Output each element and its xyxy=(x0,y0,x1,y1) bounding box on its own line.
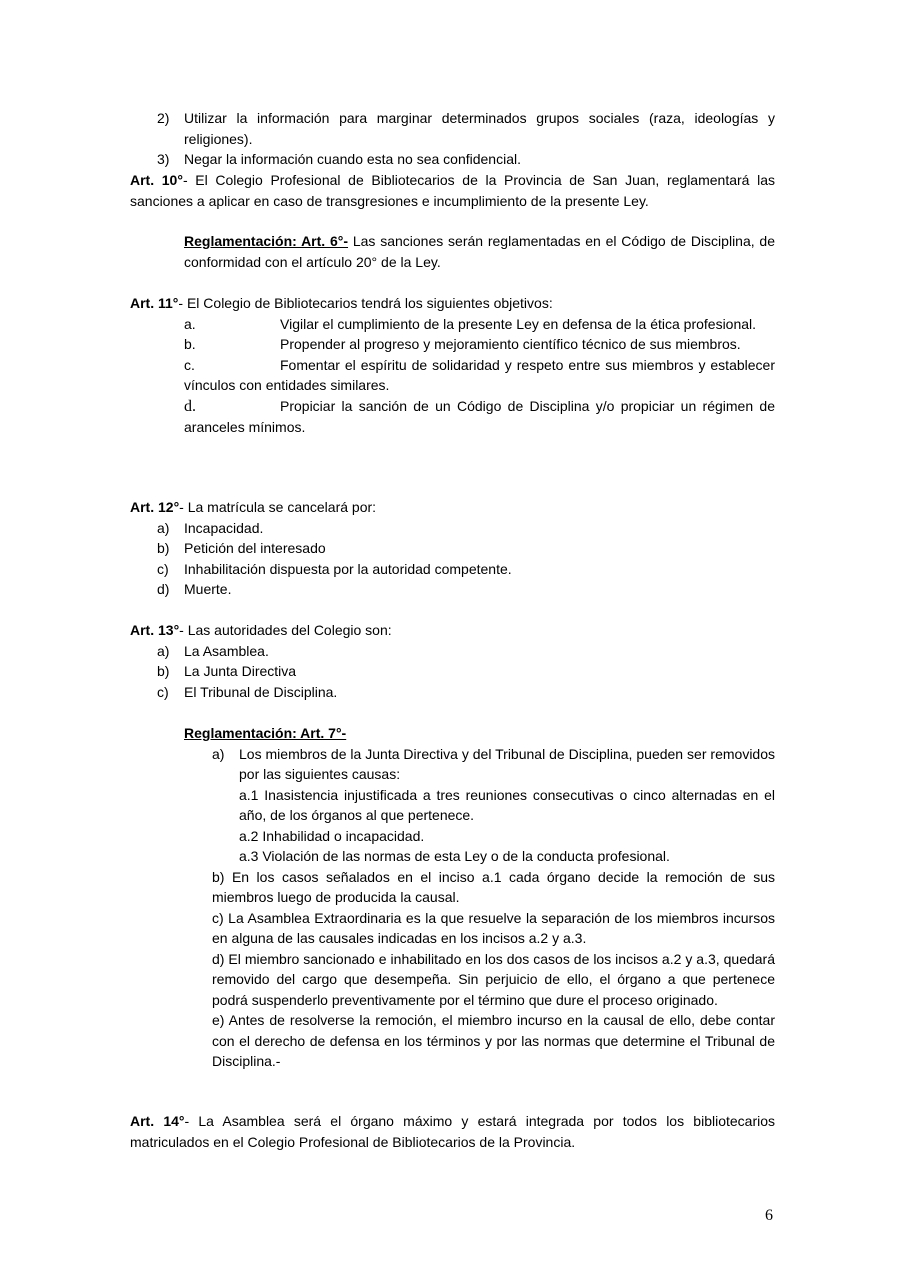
paragraph: c) La Asamblea Extraordinaria es la que resuelve la separación de los miembros incursos en alguna de las causales indicadas en los incisos a.2 y a.3. xyxy=(212,909,775,946)
list-item: b) Petición del interesado xyxy=(157,540,326,556)
list-item: 3) Negar la información cuando esta no sea confidencial. xyxy=(157,151,521,167)
list-item: d. Propiciar la sanción de un Código de Disciplina y/o propiciar un régimen de aranceles mínimos. xyxy=(184,397,775,435)
article-label: Art. 10° xyxy=(130,172,183,188)
reglamentacion-7 xyxy=(184,723,775,1072)
list-item: b. Propender al progreso y mejoramiento científico técnico de sus miembros. xyxy=(184,336,741,352)
list-item: d) Muerte. xyxy=(157,581,232,597)
article-label: Art. 14° xyxy=(130,1113,185,1129)
list-top xyxy=(130,108,775,170)
list-item: a) Los miembros de la Junta Directiva y del Tribunal de Disciplina, pueden ser removidos por las siguientes causas: xyxy=(212,745,775,782)
sub-item: a.1 Inasistencia injustificada a tres reuniones consecutivas o cinco alternadas en el año, de los órganos al que pertenece. xyxy=(239,786,775,823)
article-12 xyxy=(130,497,775,600)
page-number: 6 xyxy=(765,1207,773,1224)
article-heading: Art. 12°- La matrícula se cancelará por: xyxy=(130,499,377,515)
article-13 xyxy=(130,620,775,702)
sub-item: a.3 Violación de las normas de esta Ley o de la conducta profesional. xyxy=(239,848,670,864)
list-item: a) Incapacidad. xyxy=(157,519,264,536)
paragraph: e) Antes de resolverse la remoción, el miembro incurso en la causal de ello, debe contar con el derecho de defensa en los términos y por las normas que determine el Tribunal de Disciplina.- xyxy=(212,1012,775,1069)
article-heading: Art. 13°- Las autoridades del Colegio son: xyxy=(130,622,392,638)
list-item: c) El Tribunal de Disciplina. xyxy=(157,683,338,700)
reglamentacion-6: Reglamentación: Art. 6°- Las sanciones serán reglamentadas en el Código de Disciplina, de conformidad con el artículo 20° de la Ley. xyxy=(184,233,776,270)
list-item: c) Inhabilitación dispuesta por la autoridad competente. xyxy=(157,560,512,577)
list-item: 2) Utilizar la información para marginar determinados grupos sociales (raza, ideologías y religiones). xyxy=(157,110,775,147)
list-item: a) La Asamblea. xyxy=(157,642,269,659)
paragraph: b) En los casos señalados en el inciso a.1 cada órgano decide la remoción de sus miembros luego de producida la causal. xyxy=(212,868,775,905)
article-10: Art. 10°- El Colegio Profesional de Bibliotecarios de la Provincia de San Juan, reglamentará las sanciones a aplicar en caso de transgresiones e incumplimiento de la presente Ley. xyxy=(130,172,775,209)
paragraph: d) El miembro sancionado e inhabilitado en los dos casos de los incisos a.2 y a.3, quedará removido del cargo que desempeña. Sin perjuicio de ello, el órgano a que pertenece podrá suspenderlo preventivamente por el término que dure el proceso originado. xyxy=(212,950,775,1008)
article-heading: Art. 11°- El Colegio de Bibliotecarios tendrá los siguientes objetivos: xyxy=(130,295,553,311)
reglamentacion-label: Reglamentación: Art. 6°- xyxy=(184,233,349,249)
sub-item: a.2 Inhabilidad o incapacidad. xyxy=(239,827,425,844)
list-item: b) La Junta Directiva xyxy=(157,663,297,679)
list-item: a. Vigilar el cumplimiento de la presente Ley en defensa de la ética profesional. xyxy=(184,315,757,332)
article-14: Art. 14°- La Asamblea será el órgano máximo y estará integrada por todos los bibliotecarios matriculados en el Colegio Profesional de Bibliotecarios de la Provincia. xyxy=(130,1113,776,1150)
list-item: c. Fomentar el espíritu de solidaridad y respeto entre sus miembros y establecer vínculos con entidades similares. xyxy=(184,356,775,393)
reglamentacion-label: Reglamentación: Art. 7°- xyxy=(184,725,347,741)
article-11 xyxy=(130,293,775,438)
